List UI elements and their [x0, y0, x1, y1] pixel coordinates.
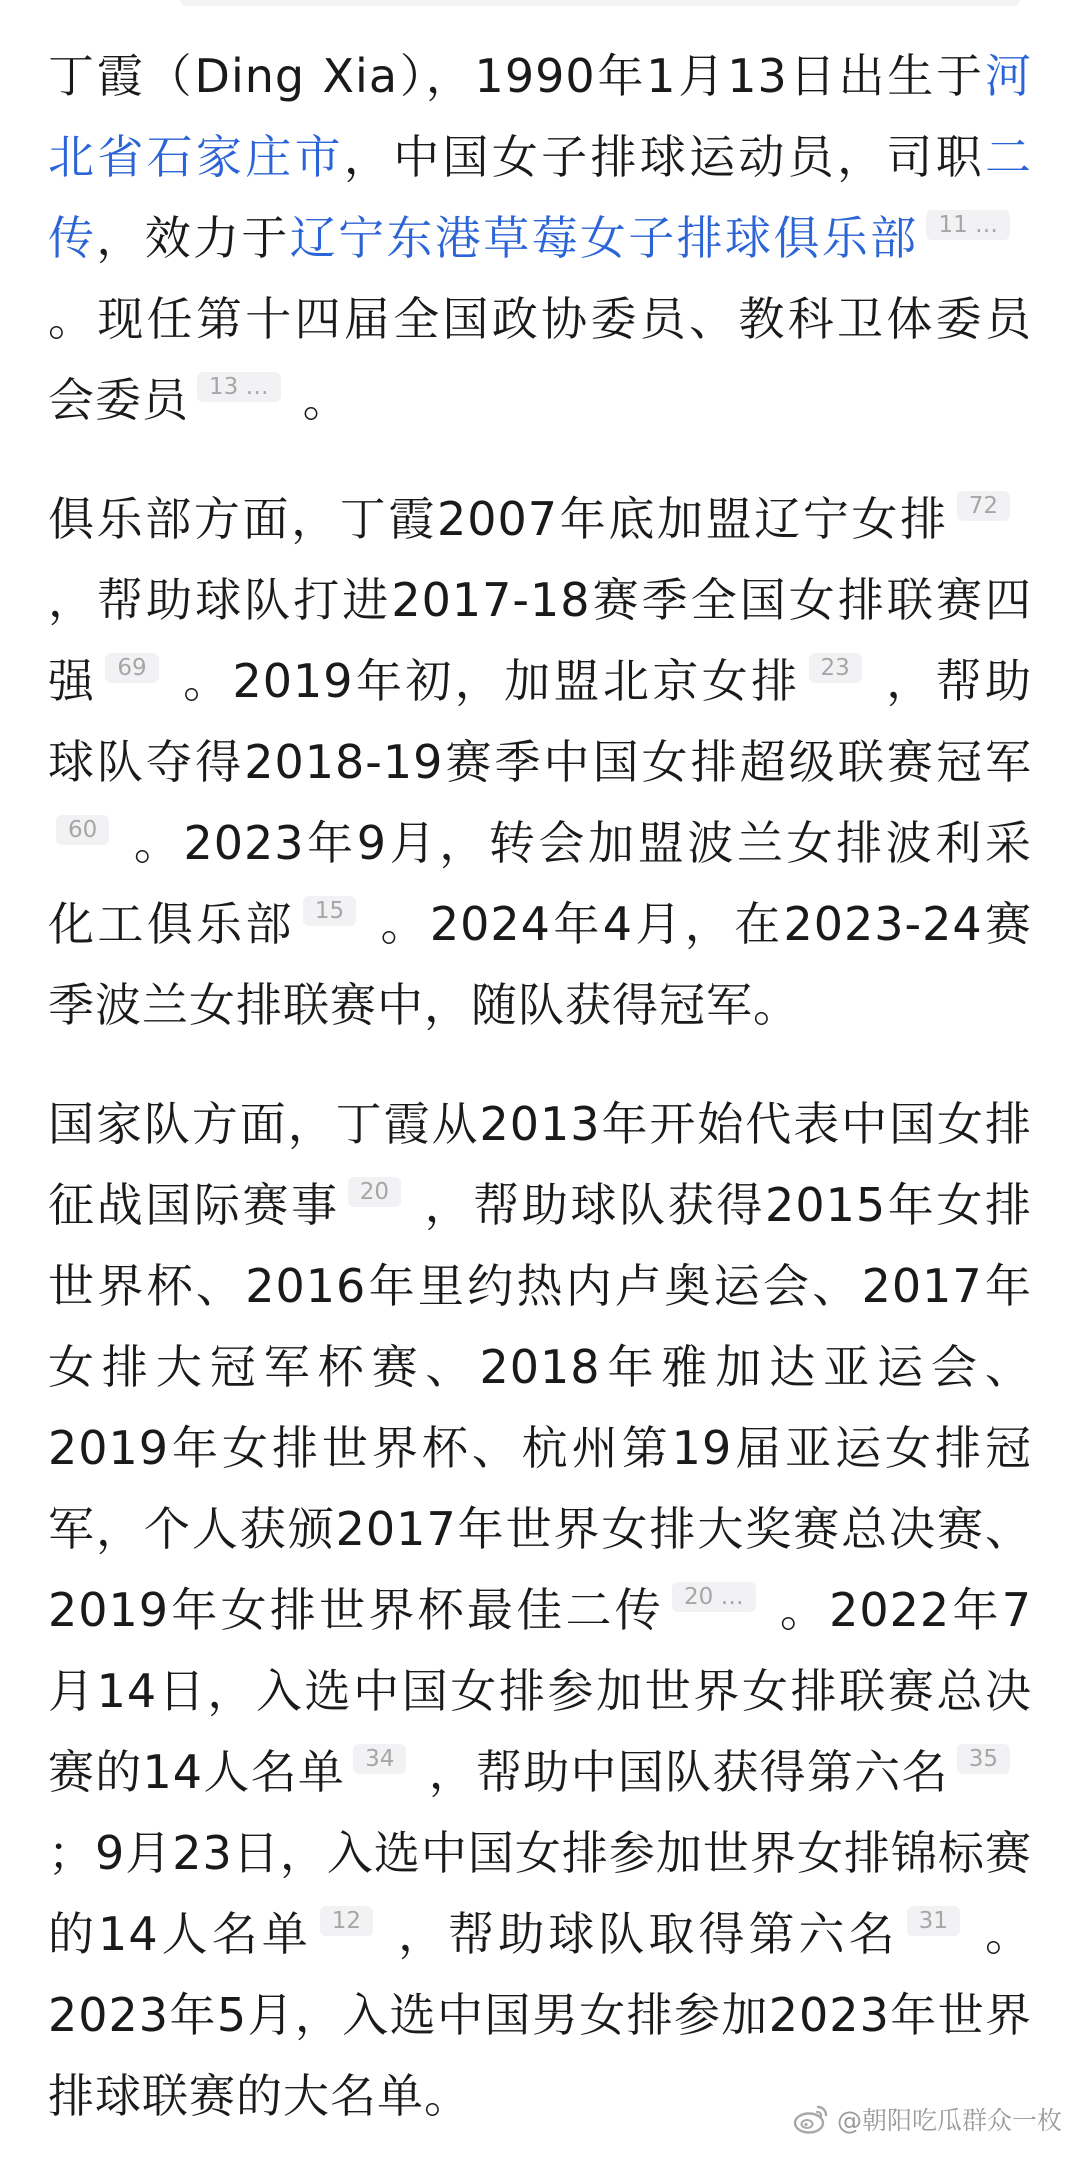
citation-badge[interactable]: 11 … [926, 210, 1010, 240]
text-segment: 。现任第十四届全国政协委员、教科卫体委员会委员 [48, 292, 1032, 427]
citation-badge[interactable]: 34 [353, 1744, 406, 1774]
citation-badge[interactable]: 69 [105, 653, 158, 683]
text-segment: ；9月23日，入选中国女排参加世界女排锦标赛的14人名单 [48, 1826, 1032, 1961]
link-setter[interactable]: 二传 [48, 130, 1033, 265]
citation-badge[interactable]: 12 [320, 1906, 373, 1936]
citation-badge[interactable]: 15 [303, 896, 356, 926]
text-segment: 。2023年5月，入选中国男女排参加2023年世界排球联赛的大名单。 [48, 1907, 1032, 2123]
weibo-watermark [791, 2099, 1062, 2139]
citation-badge[interactable]: 72 [957, 491, 1010, 521]
text-segment: ，帮助球队夺得2018-19赛季中国女排超级联赛冠军 [48, 654, 1033, 789]
paragraph-intro [48, 36, 1032, 441]
citation-badge[interactable]: 23 [809, 653, 862, 683]
text-segment: 俱乐部方面，丁霞2007年底加盟辽宁女排 [48, 492, 949, 546]
citation-badge[interactable]: 31 [907, 1906, 960, 1936]
text-segment: 。2022年7月14日，入选中国女排参加世界女排联赛总决赛的14人名单 [48, 1583, 1032, 1799]
citation-badge[interactable]: 13 … [197, 372, 281, 402]
citation-badge[interactable]: 35 [957, 1744, 1010, 1774]
text-segment: ，效力于 [96, 211, 290, 265]
weibo-logo-icon [791, 2099, 831, 2139]
article-body [48, 36, 1032, 2175]
paragraph-club-career [48, 479, 1032, 1046]
text-segment: 。2023年9月，转会加盟波兰女排波利采化工俱乐部 [48, 816, 1032, 951]
watermark-text: @朝阳吃瓜群众一枚 [836, 2106, 1062, 2135]
text-segment: 。 [302, 373, 350, 427]
text-segment: ，中国女子排球运动员，司职 [343, 130, 986, 184]
text-segment: ，帮助球队打进2017-18赛季全国女排联赛四强 [48, 573, 1032, 708]
paragraph-national-team [48, 1084, 1032, 2137]
text-segment: ，帮助球队取得第六名 [395, 1907, 899, 1961]
text-segment: ，帮助中国队获得第六名 [428, 1745, 949, 1799]
citation-badge[interactable]: 20 … [672, 1582, 756, 1612]
citation-badge[interactable]: 20 [348, 1177, 401, 1207]
previous-card-edge [180, 0, 1020, 6]
link-hebei-shijiazhuang[interactable]: 河北省石家庄市 [48, 49, 1032, 184]
text-segment: ，帮助球队获得2015年女排世界杯、2016年里约热内卢奥运会、2017年女排大冠军杯赛、2018年雅加达亚运会、2019年女排世界杯、杭州第19届亚运女排冠军，个人获颁2017年世界女排大奖赛总决赛、2019年女排世界杯最佳二传 [48, 1178, 1032, 1637]
text-segment: 。2024年4月，在2023-24赛季波兰女排联赛中，随队获得冠军。 [48, 897, 1033, 1032]
text-segment: 。2019年初，加盟北京女排 [180, 654, 801, 708]
text-segment: 丁霞（Ding Xia），1990年1月13日出生于 [48, 49, 985, 103]
link-liaoning-club[interactable]: 辽宁东港草莓女子排球俱乐部 [289, 211, 919, 265]
text-segment: 国家队方面，丁霞从2013年开始代表中国女排征战国际赛事 [48, 1097, 1032, 1232]
citation-badge[interactable]: 60 [56, 815, 109, 845]
